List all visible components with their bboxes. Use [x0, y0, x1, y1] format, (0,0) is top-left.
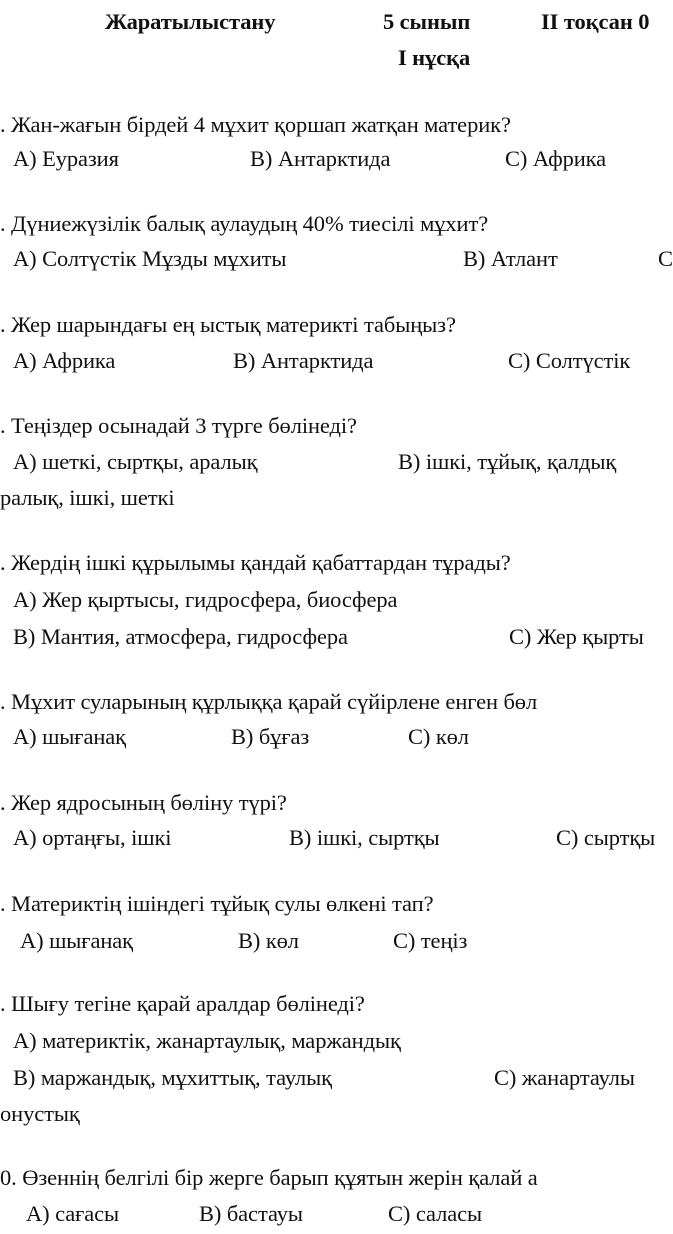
quarter-label: ІІ тоқсан 0: [541, 9, 650, 34]
q5-option-a: A) Жер қыртысы, гидросфера, биосфера: [13, 587, 398, 612]
q9-option-c: C) жанартаулы: [494, 1065, 635, 1090]
grade-label: 5 сынып: [383, 9, 471, 34]
question-4: . Теңіздер осынадай 3 түрге бөлінеді?: [0, 413, 357, 438]
q3-option-b: B) Антарктида: [233, 348, 374, 373]
question-1: . Жан-жағын бірдей 4 мұхит қоршап жатқан материк?: [0, 112, 511, 137]
question-3: . Жер шарындағы ең ыстық материкті табыңыз?: [0, 312, 456, 337]
q5-option-b: B) Мантия, атмосфера, гидросфера: [13, 624, 348, 649]
q4-option-b: B) ішкі, тұйық, қалдық: [398, 449, 617, 474]
variant-label: І нұсқа: [398, 45, 471, 70]
question-6: . Мұхит суларының құрлыққа қарай сүйірлене енген бөл: [0, 689, 538, 714]
q10-option-b: B) бастауы: [199, 1201, 303, 1226]
subject-title: Жаратылыстану: [105, 9, 276, 34]
q7-option-b: B) ішкі, сыртқы: [289, 825, 440, 850]
q2-option-c: C: [658, 246, 673, 271]
q1-option-a: A) Еуразия: [13, 146, 119, 171]
question-7: . Жер ядросының бөліну түрі?: [0, 790, 287, 815]
q6-option-b: B) бұғаз: [231, 724, 310, 749]
question-8: . Материктің ішіндегі тұйық сулы өлкені тап?: [0, 891, 434, 916]
q7-option-c: C) сыртқы: [556, 825, 656, 850]
question-2: . Дүниежүзілік балық аулаудың 40% тиесілі мұхит?: [0, 211, 489, 236]
q3-option-c: C) Солтүстік: [508, 348, 631, 373]
q5-option-c: C) Жер қырты: [509, 624, 644, 649]
q8-option-a: A) шығанақ: [20, 928, 133, 953]
q10-option-a: A) сағасы: [26, 1201, 120, 1226]
q2-option-a: A) Солтүстік Мұзды мұхиты: [13, 246, 287, 271]
q8-option-c: C) теңіз: [393, 928, 468, 953]
q9-option-b: B) маржандық, мұхиттық, таулық: [13, 1065, 332, 1090]
question-10: 0. Өзеннің белгілі бір жерге барып құятын жерін қалай а: [0, 1165, 538, 1190]
q6-option-a: A) шығанақ: [13, 724, 126, 749]
q10-option-c: C) саласы: [388, 1201, 482, 1226]
q1-option-c: C) Африка: [505, 146, 607, 171]
q9-option-continuation: онустық: [0, 1101, 80, 1126]
q1-option-b: B) Антарктида: [250, 146, 391, 171]
q7-option-a: A) ортаңғы, ішкі: [13, 825, 172, 850]
q6-option-c: C) көл: [408, 724, 469, 749]
q8-option-b: B) көл: [238, 928, 299, 953]
q3-option-a: A) Африка: [13, 348, 116, 373]
question-9: . Шығу тегіне қарай аралдар бөлінеді?: [0, 991, 365, 1016]
q2-option-b: B) Атлант: [463, 246, 558, 271]
q9-option-a: A) материктік, жанартаулық, маржандық: [13, 1028, 401, 1053]
question-5: . Жердің ішкі құрылымы қандай қабаттардан тұрады?: [0, 550, 511, 575]
q4-option-a: A) шеткі, сыртқы, аралық: [13, 449, 258, 474]
q4-option-continuation: ралық, ішкі, шеткі: [0, 485, 175, 510]
